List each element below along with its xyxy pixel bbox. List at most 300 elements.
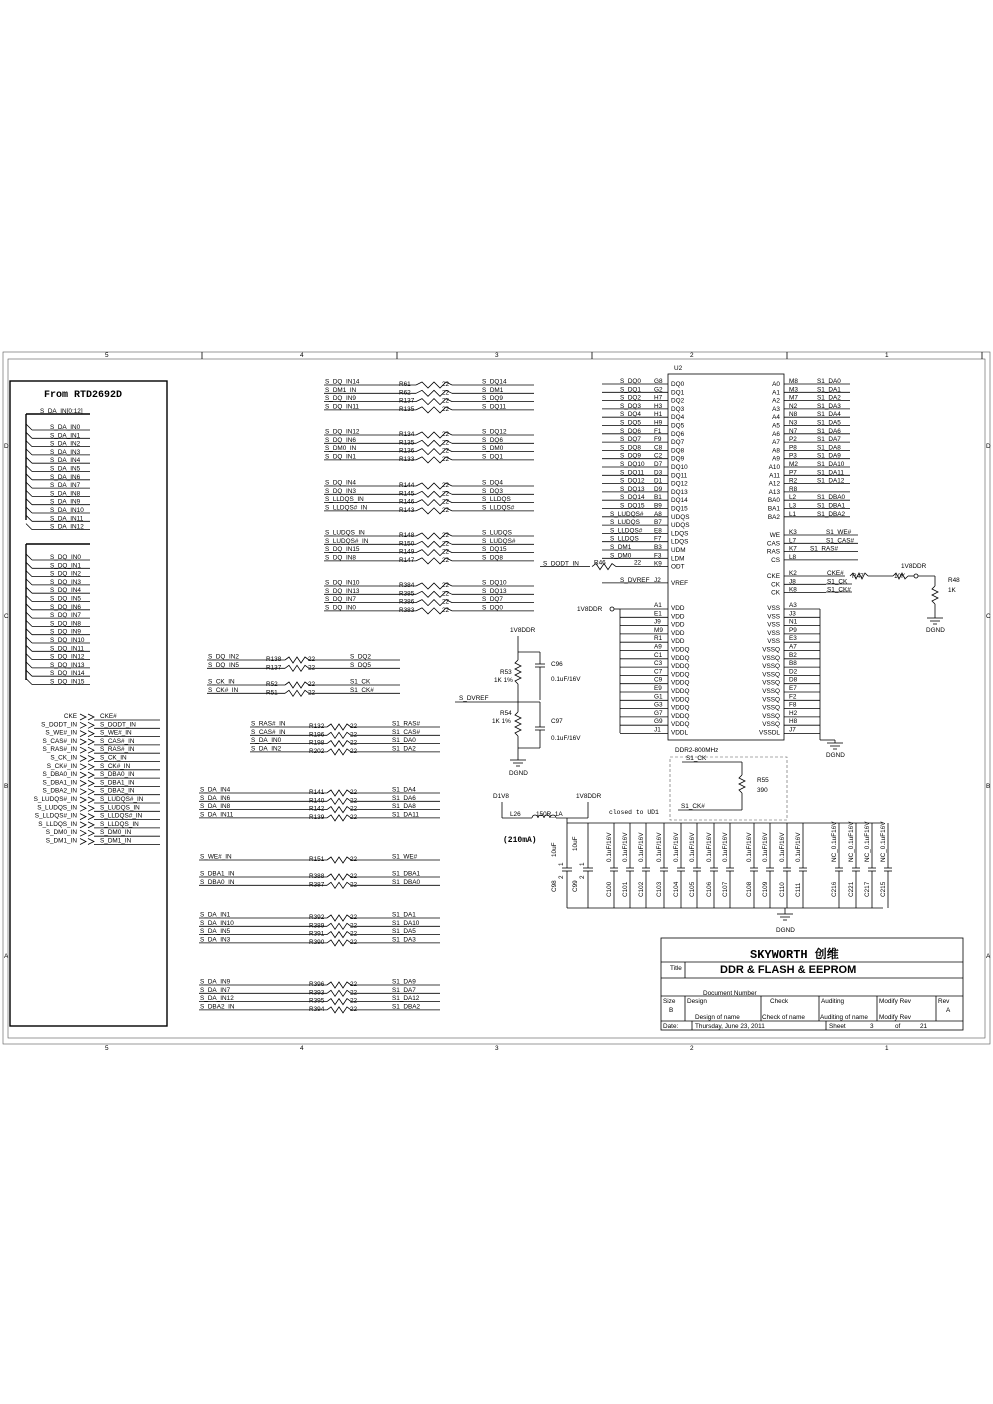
- title-block: [661, 938, 963, 1030]
- u2-left-net: S_DQ11: [620, 469, 645, 477]
- res-in-net: S_DQ_IN15: [325, 546, 360, 554]
- decoup-rail-out: 1V8DDR: [576, 793, 602, 800]
- frame-row-right: A: [986, 953, 991, 960]
- decap-ref: C217: [864, 881, 871, 897]
- res-value: 22: [350, 789, 358, 796]
- u2-right-pin: P3: [789, 452, 797, 460]
- res-in-net: S_DBA1_IN: [200, 870, 235, 878]
- res-out-net: S_DQ3: [482, 487, 503, 495]
- res-ref: R385: [399, 590, 415, 598]
- dq-net-label: S_DQ_IN12: [50, 653, 85, 661]
- decap-ref: C104: [673, 881, 680, 897]
- da-net-label: S_DA_IN6: [50, 473, 81, 481]
- bulk-cap-value: 10uF: [551, 842, 558, 857]
- res-in-net: S_WE#_IN: [200, 853, 232, 861]
- res-value: 22: [308, 681, 316, 688]
- res-in-net: S_LLDQS#_IN: [325, 504, 368, 512]
- res-ref: R386: [399, 598, 415, 606]
- res-out-net: S1_CK: [350, 678, 371, 686]
- res-out-net: S1_CAS#: [392, 728, 421, 736]
- ctrl-port-net: S_DBA0_IN: [100, 771, 135, 779]
- decap-ref: C100: [606, 881, 613, 897]
- modify-value: Modify Rev: [879, 1014, 911, 1021]
- u2-part: DDR2-800MHz: [675, 747, 719, 754]
- ctrl-port-net: S_RAS#_IN: [100, 746, 135, 754]
- res-in-net: S_DA_IN1: [200, 911, 231, 919]
- res-ref: R389: [309, 922, 325, 930]
- res-ref: R140: [309, 797, 325, 805]
- u2-left-name: LDQS: [671, 538, 689, 546]
- u2-ctrl-pin: K7: [789, 545, 797, 553]
- res-in-net: S_DQ_IN5: [208, 661, 239, 669]
- u2-left-pin: G8: [654, 378, 663, 385]
- decap-value: NC_0.1uF16V: [831, 821, 838, 862]
- decap-ref: C111: [795, 882, 802, 897]
- auditing-label: Auditing: [821, 998, 845, 1005]
- date-label: Date:: [663, 1023, 679, 1030]
- u2-left-net: S_DQ1: [620, 386, 641, 394]
- res-out-net: S_DQ7: [482, 596, 503, 604]
- u2-left-name: LDM: [671, 555, 685, 563]
- res-ref: R394: [309, 1005, 325, 1013]
- res-out-net: S_DQ6: [482, 436, 503, 444]
- c97-ref: C97: [551, 718, 563, 725]
- vref-rail-label: 1V8DDR: [510, 627, 536, 634]
- frame-row-right: D: [986, 443, 991, 450]
- u2-power-pin: G3: [654, 701, 663, 709]
- res-in-net: S_DQ_IN2: [208, 653, 239, 661]
- u2-right-net: S1_DA5: [817, 419, 841, 427]
- u2-left-name: DQ7: [671, 439, 685, 447]
- frame-col-top: 3: [495, 352, 499, 359]
- res-value: 22: [442, 532, 450, 539]
- u2-left-net: S_LLDQS#: [610, 527, 643, 535]
- ck-term-note: closed to UD1: [609, 809, 659, 816]
- u2-power-pin: G7: [654, 709, 663, 717]
- da-bus-label: S_DA_IN[0:12]: [40, 408, 83, 415]
- decap-ref: C107: [722, 881, 729, 897]
- u2-left-pin: H3: [654, 402, 663, 410]
- decap-ref: C109: [762, 881, 769, 897]
- ctrl-port-net: S_LLDQS_IN: [100, 820, 139, 828]
- res-out-net: S1_DA2: [392, 745, 416, 753]
- frame-col-bottom: 1: [885, 1045, 889, 1052]
- u2-gnd-pin: H2: [789, 709, 798, 717]
- u2-left-name: DQ11: [671, 472, 688, 480]
- res-ref: R136: [399, 447, 415, 455]
- dq-bus-nets: [26, 544, 90, 686]
- res-ref: R383: [399, 606, 415, 614]
- ctrl-port-label: S_WE#_IN: [45, 729, 77, 737]
- u2-gnd-pin: N1: [789, 618, 798, 626]
- u2-right-pin: R8: [789, 485, 798, 493]
- res-ref: R196: [309, 731, 325, 739]
- da-net-label: S_DA_IN12: [50, 523, 84, 531]
- u2-left-net: S_DQ14: [620, 494, 645, 502]
- res-value: 22: [442, 431, 450, 438]
- u2-ctrl-pin: L7: [789, 537, 797, 545]
- rev-value: A: [946, 1007, 951, 1014]
- bulk-cap-ref: C99: [572, 880, 579, 892]
- da-net-label: S_DA_IN11: [50, 515, 84, 523]
- u2-right-net: S1_DA7: [817, 436, 841, 444]
- u2-gnd-name: VSSQ: [762, 646, 780, 654]
- frame-col-bottom: 2: [690, 1045, 694, 1052]
- u2-left-name: LDQS: [671, 530, 689, 538]
- u2-gnd-pin: A7: [789, 643, 797, 651]
- u2-ref: U2: [674, 365, 683, 372]
- res-out-net: S_DQ11: [482, 403, 507, 411]
- u2-power-name: VDDQ: [671, 654, 690, 662]
- u2-right-name: A5: [772, 422, 780, 430]
- u2-gnd-pin: D8: [789, 676, 798, 684]
- res-out-net: S_DQ0: [482, 604, 503, 612]
- res-out-net: S1_DA8: [392, 803, 416, 811]
- u2-right-pin: P2: [789, 436, 797, 444]
- res-ref: R144: [399, 482, 415, 489]
- u2-power-name: VDDQ: [671, 712, 690, 720]
- u2-left-pin: F1: [654, 427, 662, 435]
- u2-left-name: DQ15: [671, 505, 688, 513]
- dq-net-label: S_DQ_IN13: [50, 661, 85, 669]
- res-out-net: S_DQ9: [482, 395, 503, 403]
- ctrl-port-net: S_CAS#_IN: [100, 737, 135, 745]
- r47-ref: R47: [852, 573, 864, 580]
- res-value: 22: [442, 582, 450, 589]
- u2-left-net: S_LUDQS#: [610, 510, 644, 518]
- bulk-cap-pin1: 1: [579, 862, 586, 866]
- frame-col-top: 5: [105, 352, 109, 359]
- l26-val: 150R_1A: [536, 811, 563, 818]
- company-name: SKYWORTH 创维: [750, 948, 839, 962]
- dq-net-label: S_DQ_IN10: [50, 637, 85, 644]
- res-in-net: S_DA_IN11: [200, 811, 234, 819]
- frame-row-left: B: [4, 783, 9, 790]
- u2-gnd-name: VSSQ: [762, 721, 780, 729]
- c97-val: 0.1uF/16V: [551, 735, 581, 742]
- res-value: 22: [442, 540, 450, 548]
- da-net-label: S_DA_IN3: [50, 448, 81, 456]
- res-value: 22: [350, 997, 358, 1005]
- res-value: 22: [350, 856, 358, 863]
- res-value: 22: [308, 664, 316, 672]
- da-net-label: S_DA_IN8: [50, 490, 81, 498]
- u2-power-pin: C1: [654, 651, 663, 659]
- r46-ref: R46: [594, 559, 606, 567]
- u2-gnd-name: VSS: [767, 613, 780, 621]
- decap-ref: C103: [656, 881, 663, 897]
- res-ref: R396: [309, 981, 325, 988]
- ctrl-port-label: S_CK#_IN: [46, 762, 77, 770]
- bulk-cap-ref: C98: [551, 880, 558, 892]
- res-in-net: S_CK#_IN: [208, 686, 239, 694]
- u2-clk-net: CKE#: [827, 570, 844, 577]
- d1v8-rail: D1V8: [493, 793, 509, 800]
- frame-row-right: B: [986, 783, 991, 790]
- res-value: 22: [350, 805, 358, 813]
- u2-left-name: DQ4: [671, 414, 685, 422]
- res-in-net: S_LLDQS_IN: [325, 496, 364, 504]
- res-out-net: S_LLDQS#: [482, 504, 515, 512]
- u2-right-net: S1_DA0: [817, 378, 841, 385]
- res-out-net: S1_DA1: [392, 911, 416, 919]
- u2-left-pin: A8: [654, 510, 662, 518]
- res-out-net: S1_DA9: [392, 978, 416, 986]
- res-ref: R387: [309, 881, 325, 889]
- r48-val: 1K: [948, 587, 956, 594]
- u2-gnd-name: VSSQ: [762, 679, 780, 687]
- da-net-label: S_DA_IN0: [50, 424, 81, 431]
- u2-power-name: VDD: [671, 629, 685, 637]
- dvref-net: S_DVREF: [459, 695, 489, 702]
- da-net-label: S_DA_IN7: [50, 482, 81, 490]
- u2-gnd-pin: P9: [789, 626, 797, 634]
- res-ref: R151: [309, 856, 325, 863]
- decap-value: 0.1uF/16V: [779, 832, 786, 862]
- res-value: 22: [350, 1005, 358, 1013]
- u2-power-pin: A9: [654, 643, 662, 651]
- u2-right-name: A4: [772, 414, 780, 422]
- res-in-net: S_DQ_IN6: [325, 436, 356, 444]
- u2-right-name: A11: [769, 472, 780, 480]
- ctrl-port-label: S_LUDQS_IN: [37, 804, 77, 812]
- u2-power-pin: C9: [654, 676, 663, 684]
- res-in-net: S_DQ_IN1: [325, 453, 356, 461]
- res-value: 22: [350, 938, 358, 946]
- res-out-net: S1_DA11: [392, 811, 419, 819]
- dq-net-label: S_DQ_IN1: [50, 562, 81, 570]
- u2-left-net: S_LUDQS: [610, 519, 640, 527]
- decap-ref: C110: [779, 882, 786, 897]
- frame-row-left: C: [4, 613, 9, 620]
- res-ref: R150: [399, 540, 415, 548]
- r54-val: 1K 1%: [492, 718, 511, 725]
- u2-left-name: DQ0: [671, 381, 685, 388]
- rtd2692d-title: From RTD2692D: [44, 390, 123, 401]
- u2-clk-name: CK: [771, 589, 780, 597]
- res-ref: R392: [309, 914, 325, 921]
- res-out-net: S1_DA3: [392, 936, 416, 944]
- ctrl-port-net: S_DBA1_IN: [100, 779, 135, 787]
- res-value: 22: [442, 389, 450, 397]
- u2-left-pin: D1: [654, 477, 663, 485]
- res-ref: R198: [309, 739, 325, 747]
- u2-left-net: S_DQ0: [620, 378, 641, 385]
- u2-left-pin: H9: [654, 419, 663, 427]
- res-value: 22: [442, 482, 450, 489]
- u2-gnd-pin: J7: [789, 726, 796, 734]
- u2-left-net: S_DQ9: [620, 452, 641, 460]
- u2-right-pin: N2: [789, 402, 798, 410]
- u2-left-net: S_DQ8: [620, 444, 641, 452]
- ctrl-port-net: S_WE#_IN: [100, 729, 132, 737]
- res-ref: R391: [309, 930, 325, 938]
- res-ref: R390: [309, 938, 325, 946]
- res-value: 22: [350, 981, 358, 988]
- u2-power-pin: E1: [654, 610, 662, 618]
- u2-left-net: S_LLDQS: [610, 535, 639, 543]
- u2-left-pin: B7: [654, 519, 662, 527]
- u2-right-name: A1: [772, 389, 780, 397]
- ctrl-port-label: S_CK_IN: [50, 754, 77, 762]
- decap-ref: C105: [689, 881, 696, 897]
- u2-power-net: 1V8DDR: [577, 606, 603, 613]
- u2-left-name: DQ8: [671, 447, 685, 455]
- u2-gnd-pin: B8: [789, 660, 797, 668]
- u2-power-name: VDDQ: [671, 671, 690, 679]
- u2-power-name: VDDQ: [671, 663, 690, 671]
- u2-left-pin: C2: [654, 452, 663, 460]
- u2-left-pin: G2: [654, 386, 663, 394]
- sheet-title: DDR & FLASH & EEPROM: [720, 964, 857, 976]
- u2-right-net: S1_DA12: [817, 477, 845, 485]
- u2-gnd-name: VSSQ: [762, 712, 780, 720]
- u2-right-name: A3: [772, 405, 780, 413]
- dq-net-label: S_DQ_IN8: [50, 620, 81, 628]
- res-value: 22: [442, 397, 450, 405]
- u2-gnd-name: VSSDL: [759, 729, 780, 737]
- decap-value: 0.1uF/16V: [622, 832, 629, 862]
- ctrl-port-net: S_DM1_IN: [100, 837, 132, 845]
- u2-power-pin: A1: [654, 602, 662, 609]
- decap-ref: C101: [622, 881, 629, 897]
- l26-ref: L26: [510, 811, 521, 818]
- res-value: 22: [350, 739, 358, 747]
- r53-ref: R53: [500, 669, 512, 676]
- r46-val: 22: [634, 559, 642, 567]
- auditing-value: Auditing of name: [820, 1014, 868, 1021]
- dq-net-label: S_DQ_IN9: [50, 628, 81, 636]
- decoupling-network: [493, 793, 892, 934]
- u2-left-net: S_DVREF: [620, 576, 650, 584]
- u2-right-pins: [759, 378, 858, 759]
- frame-col-top: 4: [300, 352, 304, 359]
- ctrl-port-label: S_DM0_IN: [45, 829, 77, 837]
- dq-net-label: S_DQ_IN11: [50, 645, 84, 653]
- res-value: 22: [350, 989, 358, 997]
- design-label: Design: [687, 998, 707, 1005]
- da-net-label: S_DA_IN4: [50, 457, 81, 465]
- res-in-net: S_LUDQS_IN: [325, 529, 365, 537]
- design-value: Design of name: [695, 1014, 740, 1021]
- ctrl-port-label: S_CAS#_IN: [42, 737, 77, 745]
- u2-gnd-pin: F8: [789, 701, 797, 709]
- ctrl-port-net: S_DM0_IN: [100, 829, 132, 837]
- check-label: Check: [770, 998, 789, 1005]
- u2-right-pin: M2: [789, 461, 798, 468]
- decap-ref: C221: [848, 881, 855, 897]
- u2-left-pin: D7: [654, 461, 663, 468]
- u2-power-pin: E9: [654, 685, 662, 692]
- res-ref: R139: [309, 813, 325, 821]
- u2-right-pin: P8: [789, 444, 797, 452]
- u2-power-pin: J1: [654, 726, 661, 734]
- res-value: 22: [442, 455, 450, 463]
- res-in-net: S_DA_IN6: [200, 794, 231, 802]
- u2-left-name: DQ6: [671, 430, 685, 438]
- res-ref: R137: [399, 397, 415, 405]
- u2-left-net: S_DQ7: [620, 436, 641, 444]
- sheet-label: Sheet: [829, 1023, 846, 1030]
- vref-gnd: DGND: [509, 770, 528, 777]
- u2-ctrl-name: CAS: [766, 540, 780, 548]
- u2-left-pin: F9: [654, 436, 662, 444]
- u2-gnd-name: VSS: [767, 621, 780, 629]
- u2-gnd-name: VSS: [767, 629, 780, 637]
- res-value: 22: [442, 405, 450, 413]
- clock-termination: [609, 755, 787, 820]
- res-out-net: S_DQ5: [350, 661, 371, 669]
- u2-gnd-pin: E3: [789, 635, 797, 643]
- res-ref: R52: [266, 681, 278, 688]
- res-ref: R145: [399, 490, 415, 498]
- frame-row-left: A: [4, 953, 9, 960]
- ck-term-net-b: S1_CK#: [681, 803, 705, 810]
- ctrl-port-label: S_LLDQS_IN: [38, 820, 77, 828]
- res-ref: R133: [399, 455, 415, 463]
- bulk-cap-value: 10uF: [572, 836, 579, 851]
- u2-left-name: DQ1: [671, 389, 685, 397]
- u2-clk-net: S1_CK: [827, 578, 848, 586]
- u2-gnd-pin: H8: [789, 718, 798, 726]
- check-value: Check of name: [762, 1014, 805, 1021]
- da-net-label: S_DA_IN2: [50, 440, 81, 448]
- u2-left-name: DQ5: [671, 422, 685, 430]
- rtd2692d-block: [10, 381, 167, 1026]
- u2-right-name: A10: [768, 464, 780, 471]
- u2-power-name: VDD: [671, 613, 685, 621]
- res-in-net: S_DA_IN2: [251, 745, 282, 753]
- res-out-net: S_DQ2: [350, 653, 371, 661]
- u2-right-pin: M3: [789, 386, 798, 394]
- u2-right-pin: M8: [789, 378, 798, 385]
- da-bus-nets: [26, 414, 90, 531]
- u2-gnd-pin: F2: [789, 693, 797, 701]
- res-out-net: S1_WE#: [392, 853, 418, 861]
- dq-net-label: S_DQ_IN14: [50, 670, 85, 678]
- res-in-net: S_DA_IN12: [200, 995, 234, 1003]
- r54-ref: R54: [500, 710, 512, 717]
- decap-ref: C215: [880, 881, 887, 897]
- res-in-net: S_DA_IN4: [200, 786, 231, 794]
- u2-right-name: A13: [768, 488, 780, 496]
- res-ref: R143: [399, 506, 415, 514]
- frame-col-top: 1: [885, 352, 889, 359]
- res-out-net: S_DQ15: [482, 546, 507, 554]
- r48-ref: R48: [948, 577, 960, 584]
- res-out-net: S_LUDQS: [482, 529, 512, 537]
- u2-left-net: S_DQ2: [620, 394, 641, 402]
- u2-left-pin: D3: [654, 469, 663, 477]
- res-value: 22: [350, 723, 358, 730]
- dq-net-label: S_DQ_IN3: [50, 578, 81, 586]
- u2-power-pin: G9: [654, 718, 663, 726]
- decap-value: 0.1uF/16V: [689, 832, 696, 862]
- res-ref: R62: [399, 389, 411, 397]
- u2-right-name: A8: [772, 447, 780, 455]
- res-value: 22: [350, 731, 358, 739]
- u2-left-name: VREF: [671, 579, 689, 587]
- da-net-label: S_DA_IN1: [50, 432, 81, 440]
- u2-gnd-name: VSSQ: [762, 696, 780, 704]
- u2-left-pin: E8: [654, 527, 662, 535]
- u2-right-pin: L2: [789, 494, 797, 502]
- res-out-net: S1_DA5: [392, 928, 416, 936]
- u2-left-name: UDM: [671, 547, 686, 554]
- decap-value: 0.1uF/16V: [656, 832, 663, 862]
- res-out-net: S1_RAS#: [392, 720, 421, 728]
- frame-row-right: C: [986, 613, 991, 620]
